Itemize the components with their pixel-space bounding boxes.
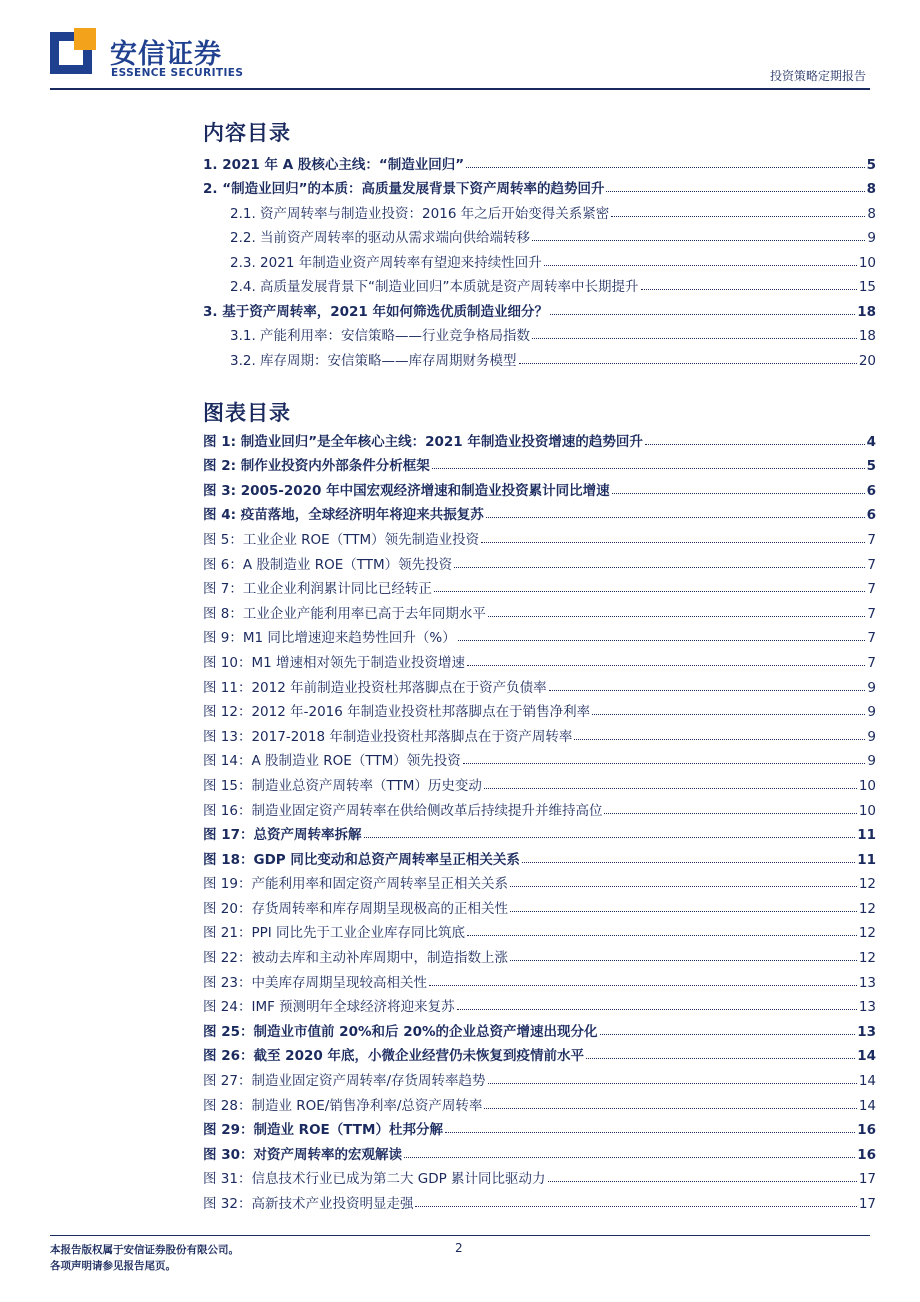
dot-leader	[458, 640, 866, 641]
figure-entry-title: 图 12：2012 年-2016 年制造业投资杜邦落脚点在于销售净利率	[203, 704, 591, 721]
dot-leader	[445, 1132, 855, 1133]
figure-entry-page: 4	[866, 433, 876, 450]
figure-entry[interactable]	[203, 991, 876, 1016]
dot-leader	[606, 191, 864, 192]
toc-entry-title: 2.4. 高质量发展背景下“制造业回归”本质就是资产周转率中长期提升	[230, 279, 639, 295]
figure-entry-page: 9	[867, 679, 876, 696]
figure-entry-title: 图 5：工业企业 ROE（TTM）领先制造业投资	[203, 531, 480, 548]
figure-entry-title: 图 32：高新技术产业投资明显走强	[203, 1196, 414, 1212]
dot-leader	[548, 1181, 857, 1182]
figure-entry-page: 12	[858, 925, 876, 942]
figure-entry[interactable]	[203, 1089, 876, 1114]
figure-entry-page: 11	[857, 827, 876, 844]
figure-entry-title: 图 29：制造业 ROE（TTM）杜邦分解	[203, 1122, 443, 1139]
toc-entry-title: 2.2. 当前资产周转率的驱动从需求端向供给端转移	[230, 230, 531, 246]
figure-entry-page: 13	[858, 974, 876, 991]
dot-leader	[510, 886, 857, 887]
dot-leader	[484, 1108, 856, 1109]
dot-leader	[510, 911, 857, 912]
toc-entry-page: 20	[858, 352, 876, 369]
figure-entry-page: 13	[857, 1023, 876, 1040]
figure-entry[interactable]	[203, 523, 876, 548]
dot-leader	[364, 837, 856, 838]
figure-entry-title: 图 28：制造业 ROE/销售净利率/总资产周转率	[203, 1097, 483, 1114]
figure-entry-title: 图 8：工业企业产能利用率已高于去年同期水平	[203, 605, 486, 622]
figure-entry-title: 图 15：制造业总资产周转率（TTM）历史变动	[203, 777, 482, 794]
toc-entry-title: 2.1. 资产周转率与制造业投资：2016 年之后开始变得关系紧密	[230, 205, 610, 222]
figure-entry[interactable]	[203, 868, 876, 893]
figure-entry-title: 图 13：2017-2018 年制造业投资杜邦落脚点在于资产周转率	[203, 728, 573, 745]
toc-list	[203, 148, 876, 369]
figure-entry-page: 16	[857, 1122, 876, 1139]
figure-entry-page: 12	[858, 900, 876, 917]
figure-entry-title: 图 21：PPI 同比先于工业企业库存同比筑底	[203, 925, 466, 942]
figure-entry-title: 图 10：M1 增速相对领先于制造业投资增速	[203, 654, 465, 671]
figure-entry[interactable]	[203, 450, 876, 475]
toc-entry[interactable]	[203, 295, 876, 320]
figure-entry[interactable]	[203, 892, 876, 917]
figure-entry-title: 图 14：A 股制造业 ROE（TTM）领先投资	[203, 753, 461, 770]
footer-divider	[50, 1235, 870, 1236]
dot-leader	[574, 739, 865, 740]
toc-entry[interactable]	[203, 320, 876, 345]
toc-entry-title: 2.3. 2021 年制造业资产周转率有望迎来持续性回升	[230, 254, 542, 271]
figure-entry-title: 图 17：总资产周转率拆解	[203, 827, 362, 844]
figure-entry-title: 图 18：GDP 同比变动和总资产周转率呈正相关关系	[203, 851, 520, 868]
dot-leader	[488, 1083, 857, 1084]
figure-entry[interactable]	[203, 425, 876, 450]
toc-entry-page: 5	[866, 156, 876, 173]
figure-entry-page: 14	[857, 1048, 876, 1065]
toc-entry[interactable]	[203, 148, 876, 173]
footer-disclaimer: 各项声明请参见报告尾页。	[50, 1260, 176, 1272]
toc-entry[interactable]	[203, 246, 876, 271]
figures-title: 图表目录	[203, 401, 291, 425]
figure-entry-page: 7	[867, 581, 876, 598]
figure-entry[interactable]	[203, 966, 876, 991]
dot-leader	[488, 616, 866, 617]
figure-entry[interactable]	[203, 843, 876, 868]
figure-entry-page: 9	[867, 753, 876, 770]
toc-entry-page: 9	[867, 230, 876, 246]
figure-entry-page: 10	[858, 802, 876, 819]
figure-entry[interactable]	[203, 1040, 876, 1065]
figure-entry[interactable]	[203, 1015, 876, 1040]
toc-entry-title: 2. “制造业回归”的本质：高质量发展背景下资产周转率的趋势回升	[203, 181, 605, 197]
page-header	[0, 0, 920, 92]
toc-entry-title: 3.2. 库存周期：安信策略——库存周期财务模型	[230, 352, 517, 369]
dot-leader	[586, 1058, 855, 1059]
figure-entry-page: 13	[858, 999, 876, 1016]
dot-leader	[481, 542, 865, 543]
figure-entry[interactable]	[203, 622, 876, 647]
header-divider	[50, 88, 870, 90]
dot-leader	[467, 935, 857, 936]
dot-leader	[645, 444, 865, 445]
figure-entry-page: 5	[866, 458, 876, 475]
dot-leader	[532, 338, 857, 339]
figure-entry[interactable]	[203, 769, 876, 794]
figure-entry-title: 图 22：被动去库和主动补库周期中，制造指数上涨	[203, 950, 508, 967]
page-number: 2	[455, 1241, 463, 1255]
figure-entry[interactable]	[203, 1064, 876, 1089]
figure-entry-title: 图 31：信息技术行业已成为第二大 GDP 累计同比驱动力	[203, 1171, 546, 1188]
dot-leader	[466, 167, 865, 168]
figure-entry-page: 6	[866, 482, 876, 499]
figure-entry[interactable]	[203, 597, 876, 622]
figure-entry-page: 17	[858, 1196, 876, 1212]
dot-leader	[415, 1206, 856, 1207]
toc-entry-page: 10	[858, 254, 876, 271]
figure-entry-title: 图 2: 制作业投资内外部条件分析框架	[203, 458, 430, 475]
figure-entry[interactable]	[203, 671, 876, 696]
dot-leader	[484, 788, 857, 789]
figure-entry-page: 12	[858, 876, 876, 893]
dot-leader	[510, 960, 857, 961]
dot-leader	[544, 265, 857, 266]
toc-entry[interactable]	[203, 173, 876, 198]
figure-entry[interactable]	[203, 1114, 876, 1139]
toc-entry[interactable]	[203, 344, 876, 369]
figure-entry[interactable]	[203, 819, 876, 844]
figure-entry-page: 7	[867, 630, 876, 647]
figure-entry-title: 图 16：制造业固定资产周转率在供给侧改革后持续提升并维持高位	[203, 802, 603, 819]
figure-entry[interactable]	[203, 573, 876, 598]
figure-entry-title: 图 26：截至 2020 年底，小微企业经营仍未恢复到疫情前水平	[203, 1048, 584, 1065]
figure-entry-title: 图 1: 制造业回归”是全年核心主线：2021 年制造业投资增速的趋势回升	[203, 433, 643, 450]
figure-entry-page: 9	[867, 728, 876, 745]
brand-name-cn: 安信证券	[110, 39, 222, 70]
figure-entry-page: 9	[867, 704, 876, 721]
dot-leader	[612, 493, 865, 494]
figure-entry[interactable]	[203, 696, 876, 721]
figure-entry-title: 图 27：制造业固定资产周转率/存货周转率趋势	[203, 1073, 486, 1090]
figure-entry-title: 图 23：中美库存周期呈现较高相关性	[203, 974, 427, 991]
dot-leader	[432, 468, 865, 469]
figure-entry-title: 图 30：对资产周转率的宏观解读	[203, 1146, 402, 1163]
dot-leader	[467, 665, 865, 666]
figure-entry-page: 7	[867, 556, 876, 573]
figure-entry[interactable]	[203, 745, 876, 770]
toc-entry-page: 8	[867, 205, 876, 222]
figures-list	[203, 425, 876, 1212]
figure-entry-page: 14	[858, 1073, 876, 1090]
dot-leader	[549, 690, 866, 691]
figure-entry-page: 7	[867, 654, 876, 671]
figure-entry-page: 6	[866, 507, 876, 524]
essence-logo-icon	[50, 28, 98, 76]
dot-leader	[486, 517, 865, 518]
toc-entry-title: 3.1. 产能利用率：安信策略——行业竞争格局指数	[230, 328, 531, 344]
figure-entry-page: 17	[858, 1171, 876, 1188]
figure-entry-page: 7	[867, 531, 876, 548]
dot-leader	[604, 813, 856, 814]
figure-entry-title: 图 3: 2005-2020 年中国宏观经济增速和制造业投资累计同比增速	[203, 482, 610, 499]
toc-entry[interactable]	[203, 271, 876, 296]
figure-entry[interactable]	[203, 1138, 876, 1163]
dot-leader	[457, 1009, 857, 1010]
dot-leader	[641, 289, 857, 290]
figure-entry-page: 10	[858, 777, 876, 794]
dot-leader	[463, 763, 866, 764]
figure-entry-page: 7	[867, 605, 876, 622]
figure-entry[interactable]	[203, 720, 876, 745]
figure-entry-page: 11	[857, 851, 876, 868]
toc-entry[interactable]	[203, 222, 876, 247]
figure-entry-page: 12	[858, 950, 876, 967]
figure-entry[interactable]	[203, 646, 876, 671]
figure-entry-title: 图 25：制造业市值前 20%和后 20%的企业总资产增速出现分化	[203, 1023, 598, 1040]
dot-leader	[434, 591, 866, 592]
figure-entry[interactable]	[203, 794, 876, 819]
toc-entry-page: 8	[866, 181, 876, 197]
figure-entry-title: 图 7：工业企业利润累计同比已经转正	[203, 581, 432, 598]
brand-name-en: ESSENCE SECURITIES	[111, 67, 244, 79]
figure-entry-title: 图 6：A 股制造业 ROE（TTM）领先投资	[203, 556, 453, 573]
toc-entry-page: 18	[857, 303, 876, 320]
dot-leader	[611, 216, 865, 217]
figure-entry-title: 图 9：M1 同比增速迎来趋势性回升（%）	[203, 630, 456, 647]
dot-leader	[519, 363, 857, 364]
figure-entry-title: 图 24：IMF 预测明年全球经济将迎来复苏	[203, 999, 455, 1016]
dot-leader	[600, 1034, 856, 1035]
figure-entry-title: 图 20：存货周转率和库存周期呈现极高的正相关性	[203, 900, 508, 917]
dot-leader	[404, 1157, 855, 1158]
dot-leader	[550, 314, 855, 315]
toc-entry-title: 1. 2021 年 A 股核心主线：“制造业回归”	[203, 156, 465, 173]
dot-leader	[522, 862, 855, 863]
toc-entry-page: 18	[858, 328, 876, 344]
figure-entry[interactable]	[203, 548, 876, 573]
dot-leader	[532, 240, 865, 241]
toc-title: 内容目录	[203, 121, 291, 145]
figure-entry[interactable]	[203, 499, 876, 524]
figure-entry[interactable]	[203, 1163, 876, 1188]
dot-leader	[592, 714, 865, 715]
figure-entry-page: 16	[857, 1146, 876, 1163]
dot-leader	[454, 567, 865, 568]
dot-leader	[429, 985, 857, 986]
toc-entry[interactable]	[203, 197, 876, 222]
figure-entry-title: 图 11：2012 年前制造业投资杜邦落脚点在于资产负债率	[203, 679, 547, 696]
figure-entry-page: 14	[858, 1097, 876, 1114]
figure-entry-title: 图 19：产能利用率和固定资产周转率呈正相关关系	[203, 876, 508, 893]
figure-entry[interactable]	[203, 474, 876, 499]
toc-entry-page: 15	[858, 279, 876, 295]
figure-entry[interactable]	[203, 941, 876, 966]
figure-entry[interactable]	[203, 917, 876, 942]
report-type: 投资策略定期报告	[769, 69, 866, 83]
figure-entry-title: 图 4: 疫苗落地，全球经济明年将迎来共振复苏	[203, 507, 484, 524]
figure-entry[interactable]	[203, 1187, 876, 1212]
footer-copyright: 本报告版权属于安信证券股份有限公司。	[50, 1244, 239, 1256]
toc-entry-title: 3. 基于资产周转率，2021 年如何筛选优质制造业细分？	[203, 303, 548, 320]
